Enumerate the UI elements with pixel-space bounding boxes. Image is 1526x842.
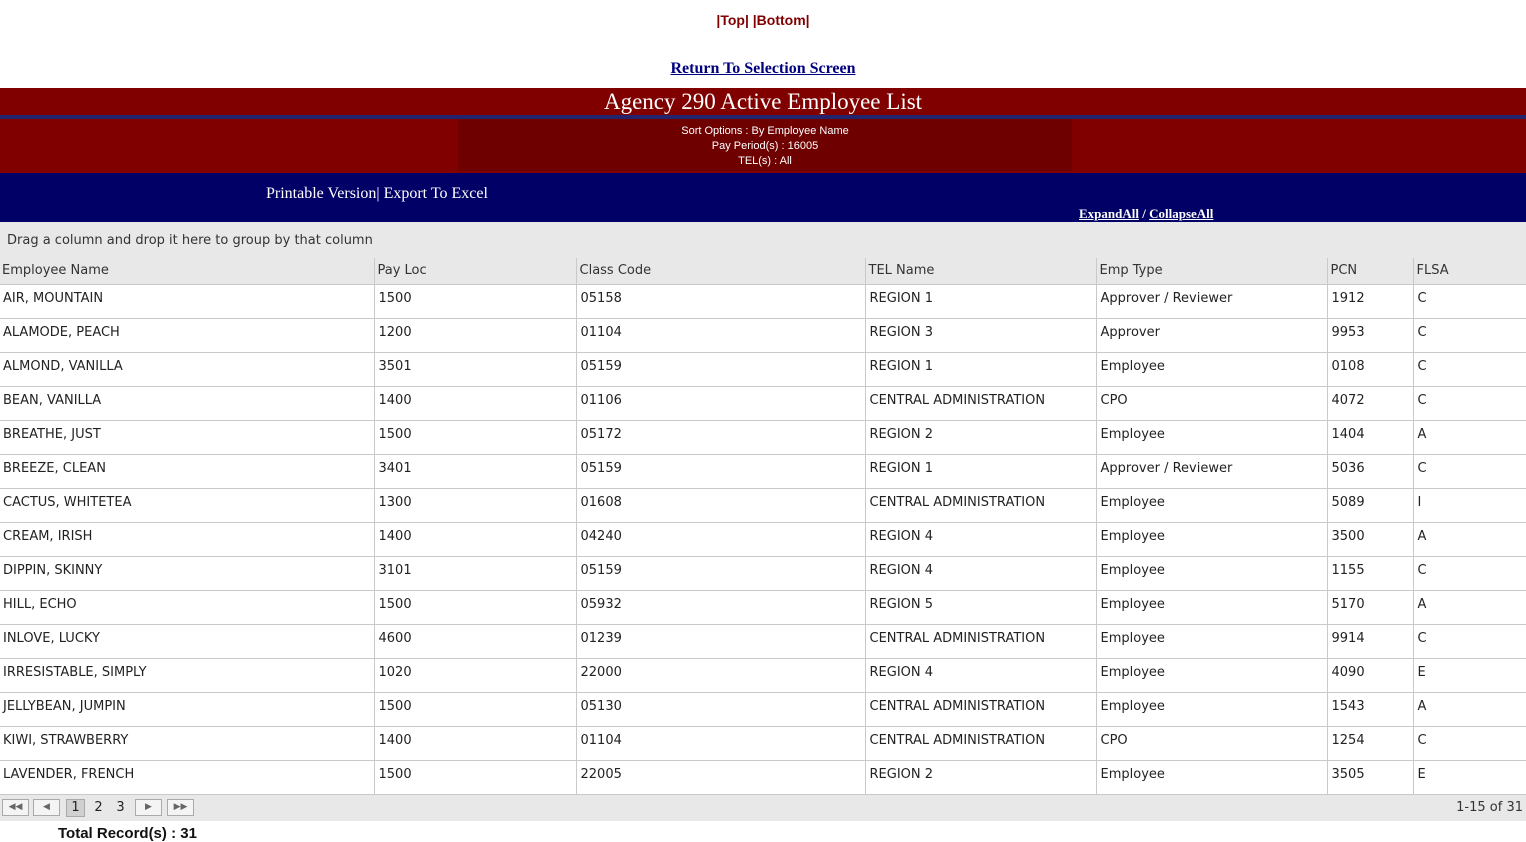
bottom-link[interactable]: Bottom	[756, 12, 806, 28]
table-row[interactable]	[0, 692, 1526, 726]
cell-pay-loc: 1020	[374, 658, 576, 692]
cell-pay-loc: 1200	[374, 318, 576, 352]
cell-flsa: A	[1413, 692, 1526, 726]
cell-employee-name: BREATHE, JUST	[0, 420, 374, 454]
expand-separator: /	[1138, 206, 1150, 221]
page-2-button[interactable]: 2	[94, 800, 103, 815]
cell-pcn: 1404	[1327, 420, 1413, 454]
sort-options: Sort Options : By Employee Name	[681, 125, 849, 137]
cell-flsa: C	[1413, 352, 1526, 386]
collapse-all-link[interactable]: CollapseAll	[1149, 206, 1214, 221]
cell-flsa: C	[1413, 454, 1526, 488]
column-header-pay-loc[interactable]: Pay Loc	[374, 258, 576, 284]
cell-employee-name: AIR, MOUNTAIN	[0, 284, 374, 318]
cell-pay-loc: 1500	[374, 284, 576, 318]
cell-pcn: 3505	[1327, 760, 1413, 794]
cell-tel-name: REGION 4	[865, 522, 1096, 556]
cell-pay-loc: 1400	[374, 522, 576, 556]
group-by-hint: Drag a column and drop it here to group by that column	[7, 233, 373, 248]
top-nav	[0, 12, 1526, 28]
top-nav-sep: |	[716, 12, 721, 28]
cell-emp-type: Employee	[1096, 420, 1327, 454]
cell-class-code: 22005	[576, 760, 865, 794]
cell-pcn: 9953	[1327, 318, 1413, 352]
cell-pay-loc: 3101	[374, 556, 576, 590]
employee-grid	[0, 258, 1526, 795]
cell-flsa: C	[1413, 386, 1526, 420]
cell-employee-name: JELLYBEAN, JUMPIN	[0, 692, 374, 726]
cell-employee-name: BEAN, VANILLA	[0, 386, 374, 420]
tel-filter: TEL(s) : All	[738, 155, 792, 167]
expand-collapse-links	[1079, 206, 1213, 222]
cell-tel-name: REGION 5	[865, 590, 1096, 624]
cell-class-code: 01608	[576, 488, 865, 522]
column-header-pcn[interactable]: PCN	[1327, 258, 1413, 284]
cell-emp-type: Employee	[1096, 624, 1327, 658]
cell-emp-type: Employee	[1096, 522, 1327, 556]
cell-emp-type: Employee	[1096, 658, 1327, 692]
cell-class-code: 01239	[576, 624, 865, 658]
cell-pcn: 1912	[1327, 284, 1413, 318]
cell-employee-name: KIWI, STRAWBERRY	[0, 726, 374, 760]
cell-tel-name: REGION 2	[865, 420, 1096, 454]
cell-class-code: 05158	[576, 284, 865, 318]
prev-page-icon[interactable]: ◀	[33, 799, 60, 816]
action-bar	[0, 173, 1526, 222]
cell-emp-type: Approver / Reviewer	[1096, 454, 1327, 488]
total-records: Total Record(s) : 31	[58, 825, 197, 842]
cell-employee-name: CREAM, IRISH	[0, 522, 374, 556]
cell-pay-loc: 3401	[374, 454, 576, 488]
table-row[interactable]	[0, 760, 1526, 794]
cell-pcn: 5170	[1327, 590, 1413, 624]
cell-class-code: 05932	[576, 590, 865, 624]
cell-employee-name: IRRESISTABLE, SIMPLY	[0, 658, 374, 692]
cell-pay-loc: 1300	[374, 488, 576, 522]
cell-class-code: 04240	[576, 522, 865, 556]
cell-pay-loc: 1500	[374, 760, 576, 794]
cell-emp-type: CPO	[1096, 386, 1327, 420]
cell-tel-name: REGION 4	[865, 658, 1096, 692]
cell-flsa: A	[1413, 522, 1526, 556]
cell-employee-name: LAVENDER, FRENCH	[0, 760, 374, 794]
cell-employee-name: ALAMODE, PEACH	[0, 318, 374, 352]
column-header-employee-name[interactable]: Employee Name	[0, 258, 374, 284]
cell-pay-loc: 1500	[374, 420, 576, 454]
pay-period: Pay Period(s) : 16005	[711, 140, 819, 152]
page-1-button[interactable]: 1	[66, 799, 85, 817]
report-info-box	[458, 119, 1072, 171]
table-row[interactable]	[0, 522, 1526, 556]
cell-tel-name: REGION 1	[865, 284, 1096, 318]
info-bar	[0, 119, 1526, 173]
cell-tel-name: CENTRAL ADMINISTRATION	[865, 726, 1096, 760]
table-row[interactable]	[0, 284, 1526, 318]
cell-class-code: 01104	[576, 318, 865, 352]
cell-flsa: A	[1413, 590, 1526, 624]
cell-emp-type: Employee	[1096, 556, 1327, 590]
cell-flsa: E	[1413, 658, 1526, 692]
column-header-flsa[interactable]: FLSA	[1413, 258, 1526, 284]
cell-tel-name: REGION 3	[865, 318, 1096, 352]
cell-pcn: 0108	[1327, 352, 1413, 386]
cell-tel-name: CENTRAL ADMINISTRATION	[865, 386, 1096, 420]
column-header-class-code[interactable]: Class Code	[576, 258, 865, 284]
table-row[interactable]	[0, 420, 1526, 454]
cell-tel-name: CENTRAL ADMINISTRATION	[865, 692, 1096, 726]
cell-emp-type: Employee	[1096, 590, 1327, 624]
cell-emp-type: Employee	[1096, 488, 1327, 522]
cell-tel-name: REGION 4	[865, 556, 1096, 590]
expand-all-link[interactable]: ExpandAll	[1079, 206, 1139, 221]
table-row[interactable]	[0, 726, 1526, 760]
table-row[interactable]	[0, 556, 1526, 590]
cell-emp-type: CPO	[1096, 726, 1327, 760]
table-row[interactable]	[0, 318, 1526, 352]
cell-emp-type: Employee	[1096, 692, 1327, 726]
cell-flsa: C	[1413, 556, 1526, 590]
group-by-panel[interactable]	[0, 222, 1526, 258]
table-row[interactable]	[0, 488, 1526, 522]
cell-flsa: C	[1413, 318, 1526, 352]
cell-pcn: 4072	[1327, 386, 1413, 420]
cell-tel-name: CENTRAL ADMINISTRATION	[865, 624, 1096, 658]
return-to-selection-link[interactable]: Return To Selection Screen	[670, 60, 856, 77]
cell-employee-name: CACTUS, WHITETEA	[0, 488, 374, 522]
cell-flsa: C	[1413, 284, 1526, 318]
next-page-icon[interactable]: ▶	[135, 799, 162, 816]
cell-emp-type: Employee	[1096, 760, 1327, 794]
export-links	[266, 185, 488, 203]
cell-employee-name: HILL, ECHO	[0, 590, 374, 624]
column-header-tel-name[interactable]: TEL Name	[865, 258, 1096, 284]
top-nav-sep: | |	[744, 12, 757, 28]
cell-class-code: 05159	[576, 352, 865, 386]
cell-pay-loc: 3501	[374, 352, 576, 386]
last-page-icon[interactable]: ▶▶	[167, 799, 194, 816]
cell-pcn: 1543	[1327, 692, 1413, 726]
printable-version-link[interactable]: Printable Version	[266, 185, 377, 202]
cell-flsa: C	[1413, 726, 1526, 760]
cell-tel-name: REGION 1	[865, 352, 1096, 386]
pager-summary: 1-15 of 31	[1456, 800, 1523, 815]
table-row[interactable]	[0, 624, 1526, 658]
cell-pcn: 5036	[1327, 454, 1413, 488]
table-row[interactable]	[0, 454, 1526, 488]
cell-class-code: 05159	[576, 556, 865, 590]
cell-pay-loc: 1500	[374, 590, 576, 624]
cell-employee-name: DIPPIN, SKINNY	[0, 556, 374, 590]
export-separator: |	[376, 185, 380, 202]
cell-emp-type: Employee	[1096, 352, 1327, 386]
cell-employee-name: INLOVE, LUCKY	[0, 624, 374, 658]
cell-class-code: 01104	[576, 726, 865, 760]
cell-flsa: E	[1413, 760, 1526, 794]
cell-flsa: I	[1413, 488, 1526, 522]
top-link[interactable]: Top	[720, 12, 745, 28]
top-nav-sep: |	[805, 12, 810, 28]
cell-pcn: 9914	[1327, 624, 1413, 658]
table-row[interactable]	[0, 352, 1526, 386]
cell-emp-type: Approver / Reviewer	[1096, 284, 1327, 318]
cell-emp-type: Approver	[1096, 318, 1327, 352]
cell-employee-name: BREEZE, CLEAN	[0, 454, 374, 488]
cell-tel-name: CENTRAL ADMINISTRATION	[865, 488, 1096, 522]
export-to-excel-link[interactable]: Export To Excel	[379, 185, 488, 202]
grid-pager	[0, 794, 1526, 821]
column-header-emp-type[interactable]: Emp Type	[1096, 258, 1327, 284]
cell-pcn: 4090	[1327, 658, 1413, 692]
cell-pay-loc: 4600	[374, 624, 576, 658]
table-row[interactable]	[0, 658, 1526, 692]
cell-class-code: 01106	[576, 386, 865, 420]
cell-tel-name: REGION 1	[865, 454, 1096, 488]
cell-class-code: 05159	[576, 454, 865, 488]
cell-pcn: 1155	[1327, 556, 1413, 590]
cell-flsa: C	[1413, 624, 1526, 658]
cell-tel-name: REGION 2	[865, 760, 1096, 794]
cell-pay-loc: 1400	[374, 726, 576, 760]
table-row[interactable]	[0, 386, 1526, 420]
cell-pcn: 1254	[1327, 726, 1413, 760]
cell-pay-loc: 1500	[374, 692, 576, 726]
return-link-container	[0, 60, 1526, 78]
cell-class-code: 22000	[576, 658, 865, 692]
cell-employee-name: ALMOND, VANILLA	[0, 352, 374, 386]
first-page-icon[interactable]: ◀◀	[2, 799, 29, 816]
cell-pay-loc: 1400	[374, 386, 576, 420]
cell-pcn: 3500	[1327, 522, 1413, 556]
cell-class-code: 05172	[576, 420, 865, 454]
cell-flsa: A	[1413, 420, 1526, 454]
cell-pcn: 5089	[1327, 488, 1413, 522]
grid-header-row	[0, 258, 1526, 284]
page-title: Agency 290 Active Employee List	[0, 88, 1526, 115]
table-row[interactable]	[0, 590, 1526, 624]
page-3-button[interactable]: 3	[116, 800, 125, 815]
cell-class-code: 05130	[576, 692, 865, 726]
